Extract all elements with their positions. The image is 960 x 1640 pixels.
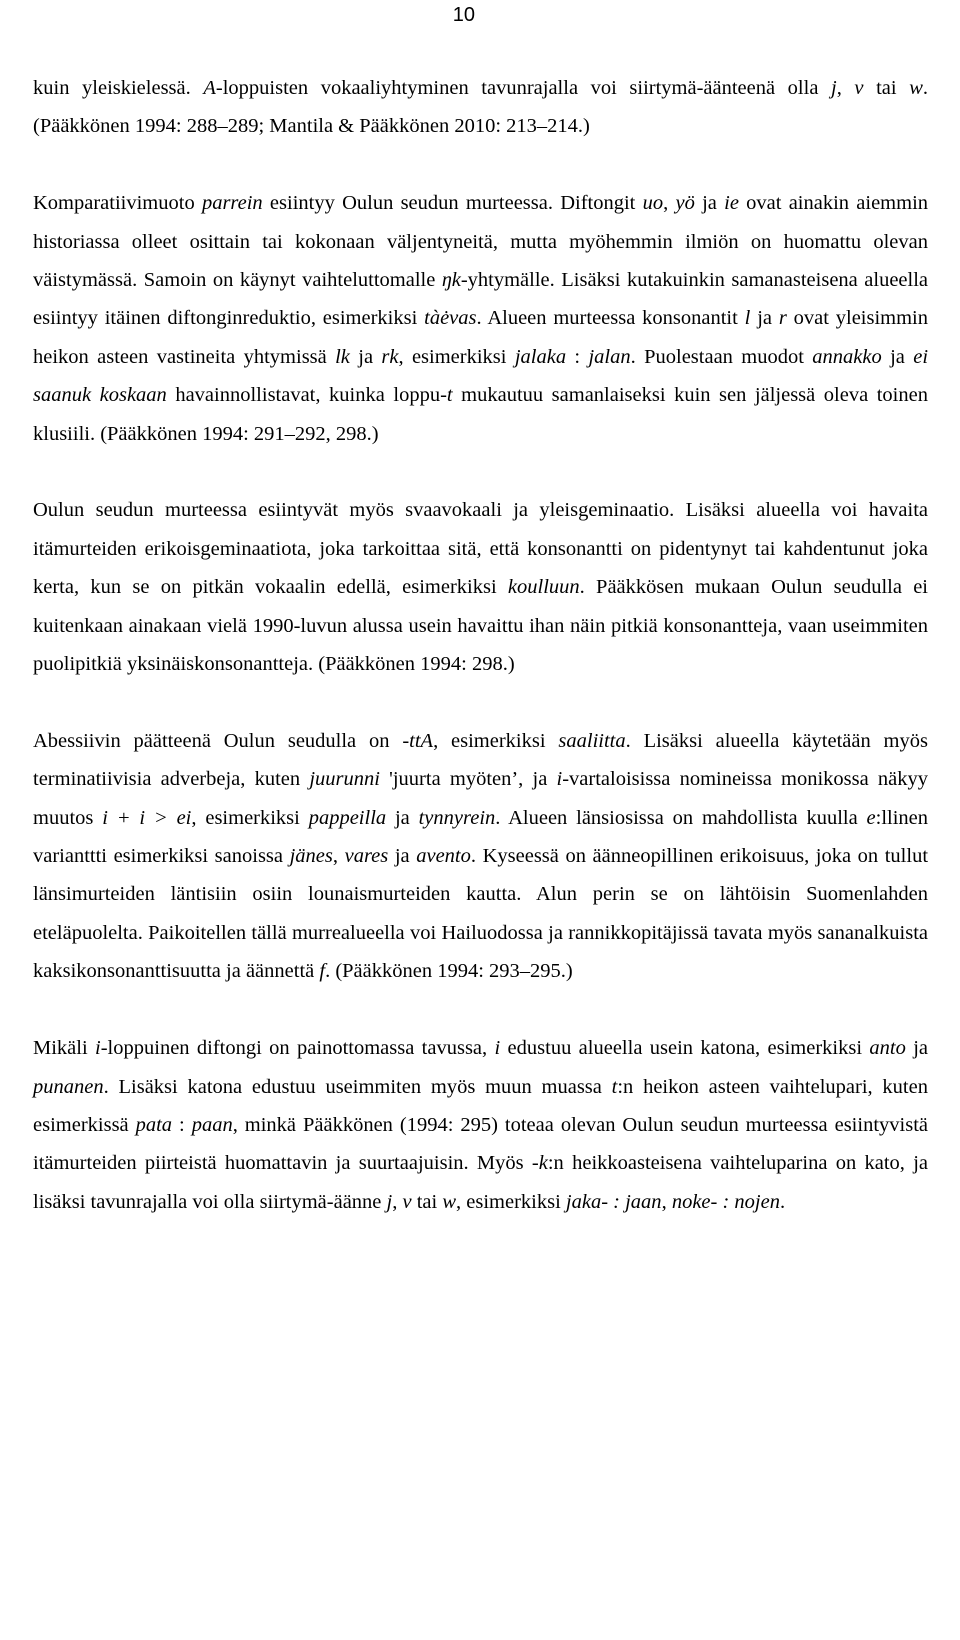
text-run: :n heikon asteen vaihtelupari, kuten esimerkissä [33, 1075, 928, 1136]
text-run: 'juurta myöten’, ja [379, 768, 557, 791]
italic-run: A [203, 77, 216, 99]
italic-run: noke- : nojen [671, 1190, 780, 1213]
text-run: , minkä Pääkkönen (1994: 295) toteaa olevan Oulun seudun murteessa esiintyvistä itämurteiden piirteistä huomattavin ja suurtaajuisin. Myös - [33, 1113, 928, 1175]
text-run: Oulun seudun murteessa esiintyvät myös svaavokaali ja yleisgeminaatio. Lisäksi alueella voi havaita itämurteiden erikoisgeminaatiota, joka tarkoittaa sitä, että konsonantti on pidentynyt tai kahdentunut joka kerta, kun se on pitkän vokaalin edellä, esimerkiksi [33, 499, 928, 599]
italic-run: ei saanuk koskaan [33, 345, 929, 407]
text-run: , [392, 1190, 403, 1213]
text-run: . (Pääkkönen 1994: 293–295.) [325, 960, 573, 983]
text-run: mukautuu samanlaiseksi kuin sen jäljessä oleva toinen klusiili. (Pääkkönen 1994: 291–292, 298.) [33, 384, 928, 445]
text-run: : [566, 345, 589, 368]
paragraph [33, 722, 928, 991]
italic-run: f [319, 960, 326, 983]
italic-run: w [909, 77, 923, 99]
text-run: , [661, 1190, 672, 1213]
text-run: :n heikkoasteisena vaihteluparina on kato, ja lisäksi tavunrajalla voi olla siirtymä-äänne [33, 1152, 928, 1213]
text-run: ja [349, 345, 382, 368]
italic-run: t [611, 1075, 618, 1098]
italic-run: k [538, 1152, 548, 1175]
paragraph [33, 69, 928, 146]
italic-run: yö [675, 192, 695, 215]
text-run: edustuu alueella usein katona, esimerkiksi [500, 1037, 870, 1060]
text-run: havainnollistavat, kuinka loppu- [166, 384, 447, 407]
italic-run: l [744, 307, 751, 330]
italic-run: parrein [201, 192, 263, 215]
text-run: : [172, 1113, 192, 1136]
italic-run: e [866, 806, 876, 829]
text-run: , [836, 77, 855, 99]
text-run: . Kyseessä on äänneopillinen erikoisuus, joka on tullut länsimurteiden läntisiin osiin lounaismurteiden kautta. Alun perin se on lähtöisin Suomenlahden eteläpuolelta. Paikoitellen tällä murrealueella voi Hailuodossa ja rannikkopitäjissä tavata myös sananalkuista kaksikonsonanttisuutta ja äännettä [33, 845, 929, 983]
text-run: . Pääkkösen mukaan Oulun seudulla ei kuitenkaan ainakaan vielä 1990-luvun alussa usein havaittu ihan näin pitkiä konsonantteja, vaan useimmiten puolipitkiä yksinäiskonsonantteja. (Pääkkönen 1994: 298.) [33, 576, 929, 676]
text-run: , esimerkiksi [191, 806, 309, 829]
italic-run: jalan [588, 345, 631, 368]
text-run: . Puolestaan muodot [630, 345, 813, 368]
italic-run: tàėvas [424, 307, 477, 330]
text-run: , [332, 845, 345, 868]
italic-run: pappeilla [308, 806, 387, 829]
text-run: ja [386, 806, 419, 829]
text-run: ja [694, 192, 725, 215]
text-run: :llinen varianttti esimerkiksi sanoissa [33, 806, 929, 868]
italic-run: rk [381, 345, 399, 368]
italic-run: v [402, 1190, 412, 1213]
italic-run: vares [344, 845, 389, 868]
italic-run: tynnyrein [418, 806, 496, 829]
italic-run: w [442, 1190, 457, 1213]
italic-run: ttA [409, 729, 434, 752]
italic-run: i [556, 768, 563, 791]
text-run: ja [881, 345, 914, 368]
italic-run: avento [416, 845, 471, 868]
text-run: kuin yleiskielessä. [33, 77, 204, 99]
paragraph [33, 184, 928, 453]
text-run: ja [388, 845, 417, 868]
italic-run: paan [191, 1113, 233, 1136]
italic-run: j [386, 1190, 393, 1213]
italic-run: uo [642, 192, 664, 215]
text-run: Mikäli [33, 1037, 96, 1060]
text-run: -loppuinen diftongi on painottomassa tavussa, [100, 1037, 495, 1060]
text-run: ja [905, 1037, 928, 1060]
text-run: ovat ainakin aiemmin historiassa olleet osittain tai kokonaan väljentyneitä, mutta myöhemmin ilmiön on huomattu olevan väistymässä. Samoin on käynyt vaihteluttomalle [33, 192, 929, 292]
italic-run: annakko [812, 345, 882, 368]
text-run: . [779, 1190, 786, 1213]
text-run: -yhtymälle. Lisäksi kutakuinkin samanasteisena alueella esiintyy itäinen diftonginreduktio, esimerkiksi [33, 269, 929, 330]
italic-run: j [831, 77, 837, 99]
paragraph [33, 491, 928, 683]
italic-run: juurunni [309, 768, 380, 791]
italic-run: jalaka [514, 345, 567, 368]
text-run: . (Pääkkönen 1994: 288–289; Mantila & Pääkkönen 2010: 213–214.) [33, 77, 928, 138]
italic-run: koulluun [507, 576, 580, 599]
italic-run: i [95, 1037, 101, 1060]
italic-run: i [494, 1037, 501, 1060]
page-number: 10 [452, 4, 475, 26]
italic-run: saaliitta [558, 729, 626, 752]
text-run: . Lisäksi katona edustuu useimmiten myös muun muassa [103, 1075, 612, 1098]
text-run: -loppuisten vokaaliyhtyminen tavunrajalla voi siirtymä-äänteenä olla [215, 77, 832, 99]
text-run: , esimerkiksi [456, 1190, 566, 1213]
italic-run: anto [869, 1037, 906, 1060]
italic-run: v [854, 77, 864, 99]
italic-run: ie [724, 192, 739, 215]
text-run: , [663, 192, 676, 215]
italic-run: r [778, 307, 787, 330]
text-run: , esimerkiksi [433, 729, 559, 752]
text-run: tai [863, 77, 910, 99]
text-run: . Alueen länsiosissa on mahdollista kuulla [495, 806, 867, 829]
italic-run: i + i > ei [102, 806, 192, 829]
italic-run: jänes [289, 845, 333, 868]
text-run: , esimerkiksi [398, 345, 515, 368]
italic-run: pata [135, 1113, 173, 1136]
paragraph [33, 1029, 928, 1221]
text-run: Abessiivin päätteenä Oulun seudulla on - [33, 729, 410, 752]
text-run: . Lisäksi alueella käytetään myös terminatiivisia adverbeja, kuten [33, 729, 928, 791]
italic-run: t [446, 384, 453, 407]
italic-run: ŋk [441, 269, 461, 292]
italic-run: punanen [33, 1075, 104, 1098]
italic-run: jaka- : jaan [565, 1190, 662, 1213]
text-run: ovat yleisimmin heikon asteen vastineita yhtymissä [33, 307, 928, 368]
text-run: -vartaloisissa nomineissa monikossa näkyy muutos [33, 768, 928, 829]
text-run: ja [750, 307, 779, 330]
text-run: esiintyy Oulun seudun murteessa. Diftongit [262, 192, 643, 215]
text-run: Komparatiivimuoto [33, 192, 202, 215]
text-run: . Alueen murteessa konsonantit [476, 307, 745, 330]
text-run: tai [411, 1190, 443, 1213]
italic-run: lk [335, 345, 350, 368]
body-text [33, 69, 928, 1221]
